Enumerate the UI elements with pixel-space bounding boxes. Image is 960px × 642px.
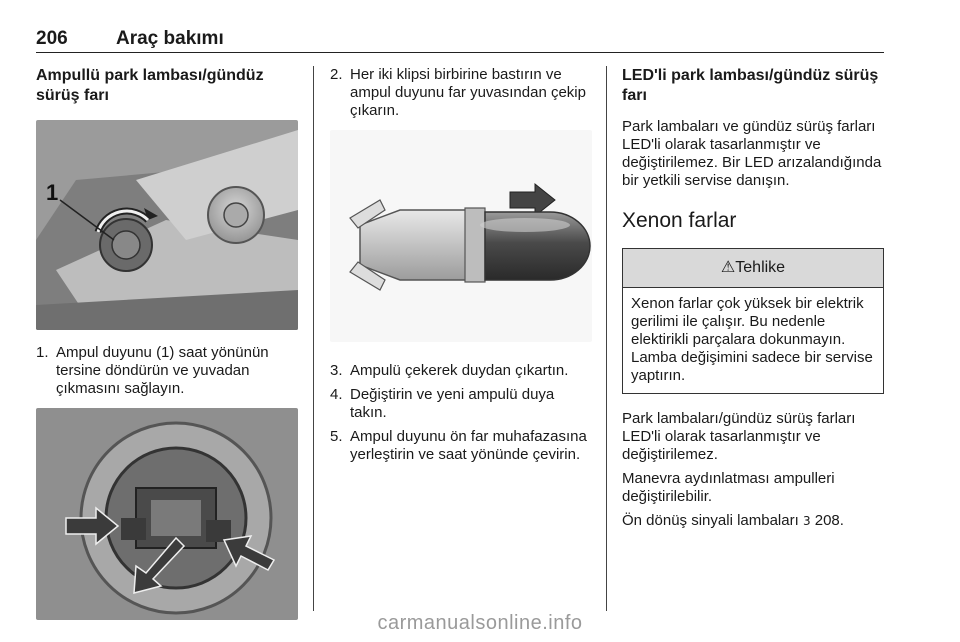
page-reference-arrow-icon: 3 [802,514,811,528]
step-number: 1. [36,344,49,361]
led-paragraph: Park lambaları ve gündüz sürüş farları LED'li olarak tasarlanmıştır ve değiştirilemez. Bir LED arızalandığında bir yetkili servise danışın. [622,118,882,189]
warning-title: Tehlike [735,259,786,276]
figure-bulb-removal [330,130,592,342]
step-number: 3. [330,362,343,379]
step-text: Her iki klipsi birbirine bastırın ve ampul duyunu far yuvasından çekip çıkarın. [350,66,586,119]
step-text: Ampul duyunu (1) saat yönünün tersine döndürün ve yuvadan çıkmasını sağlayın. [56,344,269,397]
list-item [330,428,595,464]
page-reference-link[interactable]: 208. [814,512,844,529]
section-heading-xenon: Xenon farlar [622,209,737,232]
section-heading-led: LED'li park lambası/gündüz sürüş farı [622,67,879,104]
headlight-socket-illustration [36,120,298,330]
warning-box [622,248,884,394]
step-text: Ampul duyunu ön far muhafazasına yerleştirin ve saat yönünde çevirin. [350,428,587,463]
page-header [36,26,884,53]
step-number: 4. [330,386,343,403]
column-right [622,66,884,530]
reference-text: Ön dönüş sinyali lambaları [622,512,799,529]
step-list-middle-bottom [330,362,595,464]
xenon-paragraph-2: Manevra aydınlatması ampulleri değiştirilebilir. [622,470,835,505]
list-item [36,344,298,398]
step-number: 5. [330,428,343,445]
list-item [330,66,595,120]
bulb-holder-illustration [36,408,298,620]
list-item [330,362,595,380]
column-middle [330,66,595,464]
list-item [330,386,595,422]
step-list-middle-top [330,66,595,120]
watermark: carmanualsonline.info [377,612,583,634]
figure-headlight-socket [36,120,298,330]
step-text: Ampulü çekerek duydan çıkartın. [350,362,569,379]
xenon-paragraph-3 [622,512,884,530]
warning-triangle-icon: ⚠ [720,259,736,276]
warning-header [623,249,883,288]
step-list-left [36,344,298,398]
step-number: 2. [330,66,343,83]
xenon-paragraph-1: Park lambaları/gündüz sürüş farları LED'li olarak tasarlanmıştır ve değiştirilemez. [622,410,856,463]
column-divider [606,66,607,611]
bulb-removal-illustration [330,130,592,342]
warning-text: Xenon farlar çok yüksek bir elektrik gerilimi ile çalışır. Bu nedenle elektirikli parçalara dokunmayın. Lamba değişimini sadece bir servise yaptırın. [631,295,873,384]
page-number: 206 [36,28,68,49]
column-left [36,66,298,620]
step-text: Değiştirin ve yeni ampulü duya takın. [350,386,555,421]
chapter-title: Araç bakımı [116,28,224,49]
figure-bulb-holder-clips [36,408,298,620]
figure-callout-1: 1 [46,180,59,205]
section-heading-bulb-park-light: Ampullü park lambası/gündüz sürüş farı [36,67,264,104]
column-divider [313,66,314,611]
